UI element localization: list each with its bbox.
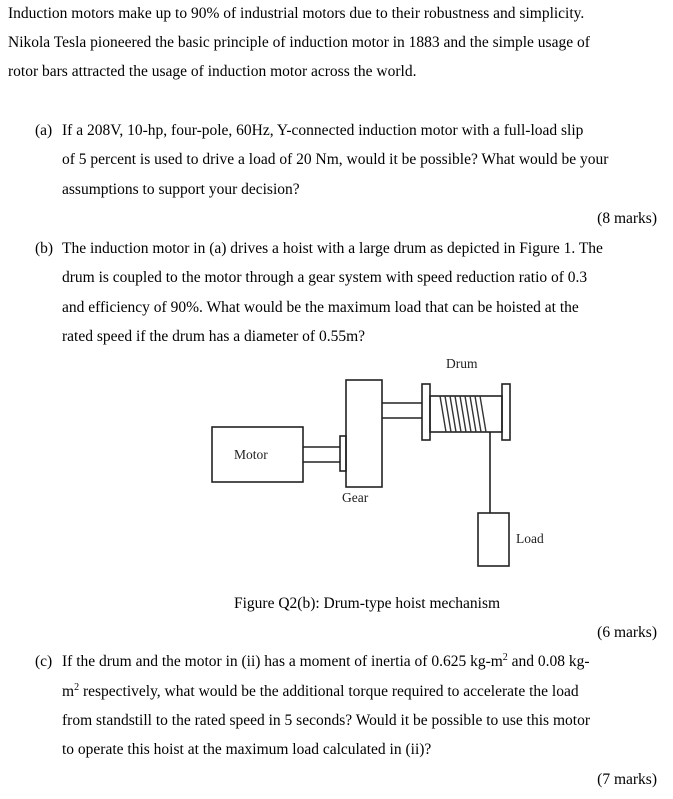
- part-c-line-1: [62, 652, 590, 672]
- part-c-marks: (7 marks): [597, 771, 657, 788]
- part-c-line-4: to operate this hoist at the maximum load calculated in (ii)?: [62, 741, 432, 758]
- part-c-line-2-superscript: 2: [74, 681, 80, 693]
- intro-line-1: Induction motors make up to 90% of industrial motors due to their robustness and simplicity.: [8, 5, 585, 22]
- load-label: Load: [516, 531, 544, 546]
- part-c-line-1-tail: and 0.08 kg-: [507, 653, 590, 670]
- part-b-line-3: and efficiency of 90%. What would be the maximum load that can be hoisted at the: [62, 299, 579, 316]
- part-c-line-1-superscript: 2: [502, 651, 508, 663]
- part-c-label: (c): [35, 653, 53, 670]
- part-b-marks: (6 marks): [597, 624, 657, 641]
- small-gear: [340, 436, 346, 471]
- part-a-label: (a): [35, 122, 53, 139]
- drum-windings: [440, 396, 486, 432]
- intro-line-2: Nikola Tesla pioneered the basic principle of induction motor in 1883 and the simple usage of: [8, 34, 590, 51]
- part-a-line-2: of 5 percent is used to drive a load of 20 Nm, would it be possible? What would be your: [62, 151, 609, 168]
- part-c-line-2: [62, 682, 579, 702]
- part-a-marks: (8 marks): [597, 210, 657, 227]
- intro-line-3: rotor bars attracted the usage of induction motor across the world.: [8, 63, 417, 80]
- part-c-line-2-text: respectively, what would be the additional torque required to accelerate the load: [79, 683, 579, 700]
- part-b-line-4: rated speed if the drum has a diameter of 0.55m?: [62, 328, 365, 345]
- gear-label: Gear: [342, 490, 369, 505]
- figure-caption: Figure Q2(b): Drum-type hoist mechanism: [234, 595, 501, 612]
- drum-right-flange: [502, 384, 510, 440]
- part-a-line-1: If a 208V, 10-hp, four-pole, 60Hz, Y-connected induction motor with a full-load slip: [62, 122, 584, 139]
- motor-label: Motor: [234, 447, 268, 462]
- part-a-line-3: assumptions to support your decision?: [62, 181, 300, 198]
- large-gear: [346, 380, 382, 487]
- part-c-line-3: from standstill to the rated speed in 5 seconds? Would it be possible to use this motor: [62, 712, 590, 729]
- part-c-line-1-text: If the drum and the motor in (ii) has a moment of inertia of 0.625 kg-m: [62, 653, 503, 670]
- part-b-line-1: The induction motor in (a) drives a hoist with a large drum as depicted in Figure 1. The: [62, 240, 603, 257]
- load-block: [478, 513, 509, 566]
- drum-left-flange: [422, 384, 430, 440]
- part-c-line-2-unit: m: [62, 683, 75, 700]
- part-b-line-2: drum is coupled to the motor through a gear system with speed reduction ratio of 0.3: [62, 269, 588, 286]
- part-b-label: (b): [35, 240, 54, 257]
- drum-label: Drum: [446, 356, 478, 371]
